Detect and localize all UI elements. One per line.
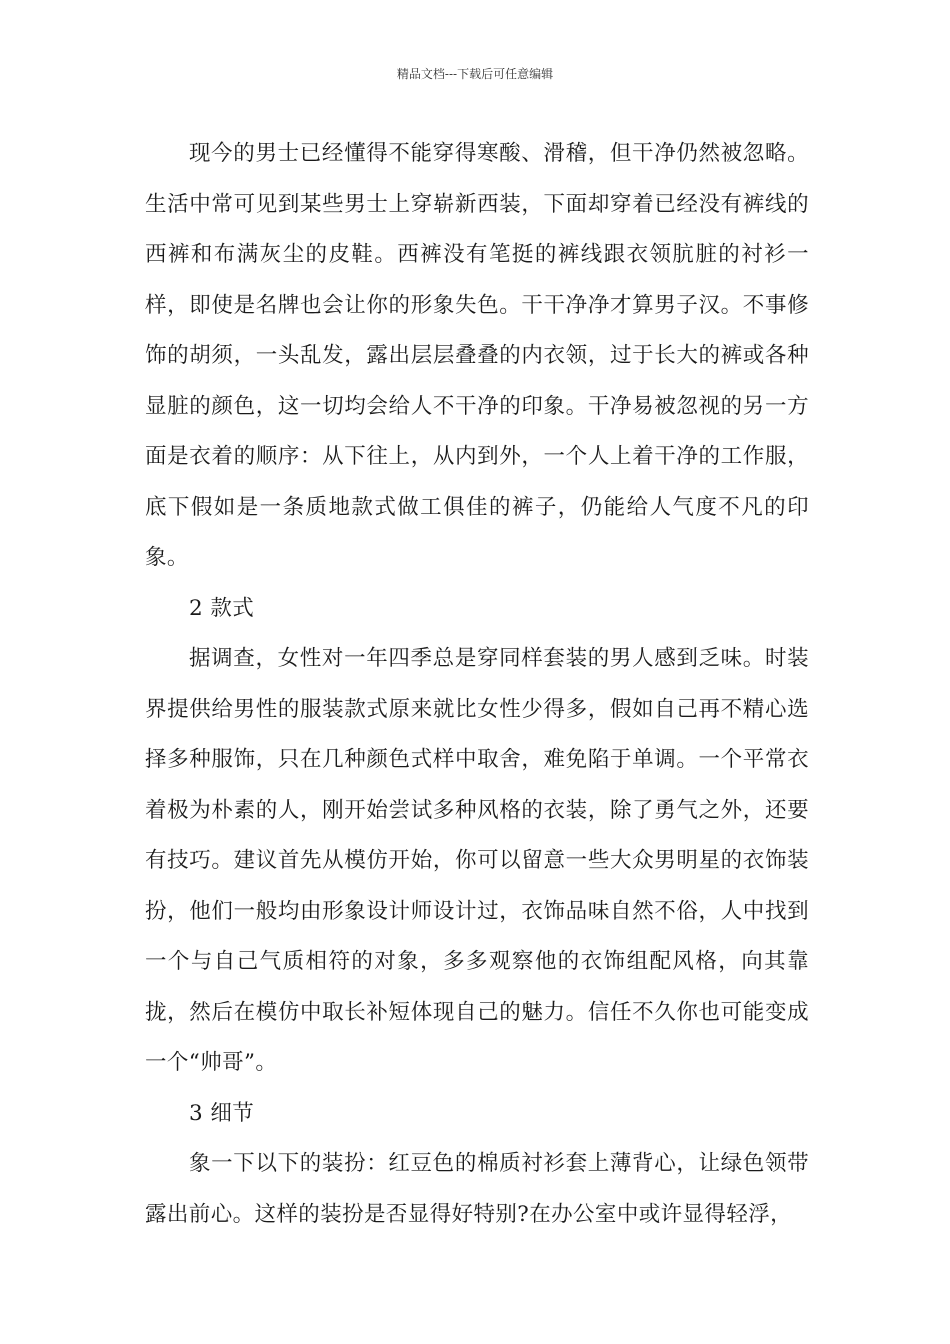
- section-heading-details: 3 细节: [189, 1100, 255, 1126]
- document-body: [145, 129, 809, 1240]
- paragraph-style: 据调查，女性对一年四季总是穿同样套装的男人感到乏味。时装界提供给男性的服装款式原来就比女性少得多，假如自己再不精心选择多种服饰，只在几种颜色式样中取舍，难免陷于单调。一个平常衣着极为朴素的人，刚开始尝试多种风格的衣装，除了勇气之外，还要有技巧。建议首先从模仿开始，你可以留意一些大众男明星的衣饰装扮，他们一般均由形象设计师设计过，衣饰品味自然不俗，人中找到一个与自己气质相符的对象，多多观察他的衣饰组配风格，向其靠拢，然后在模仿中取长补短体现自己的魅力。信任不久你也可能变成一个“帅哥”。: [145, 646, 809, 1075]
- page-header: 精品文档---下载后可任意编辑: [396, 67, 554, 81]
- paragraph-cleanliness: 现今的男士已经懂得不能穿得寒酸、滑稽，但干净仍然被忽略。生活中常可见到某些男士上穿崭新西装，下面却穿着已经没有裤线的西裤和布满灰尘的皮鞋。西裤没有笔挺的裤线跟衣领肮脏的衬衫一样，即使是名牌也会让你的形象失色。干干净净才算男子汉。不事修饰的胡须，一头乱发，露出层层叠叠的内衣领，过于长大的裤或各种显脏的颜色，这一切均会给人不干净的印象。干净易被忽视的另一方面是衣着的顺序：从下往上，从内到外，一个人上着干净的工作服，底下假如是一条质地款式做工俱佳的裤子，仍能给人气度不凡的印象。: [145, 141, 809, 570]
- paragraph-details: 象一下以下的装扮：红豆色的棉质衬衫套上薄背心，让绿色领带露出前心。这样的装扮是否显得好特别?在办公室中或许显得轻浮，: [145, 1151, 809, 1227]
- section-heading-style: 2 款式: [189, 595, 255, 621]
